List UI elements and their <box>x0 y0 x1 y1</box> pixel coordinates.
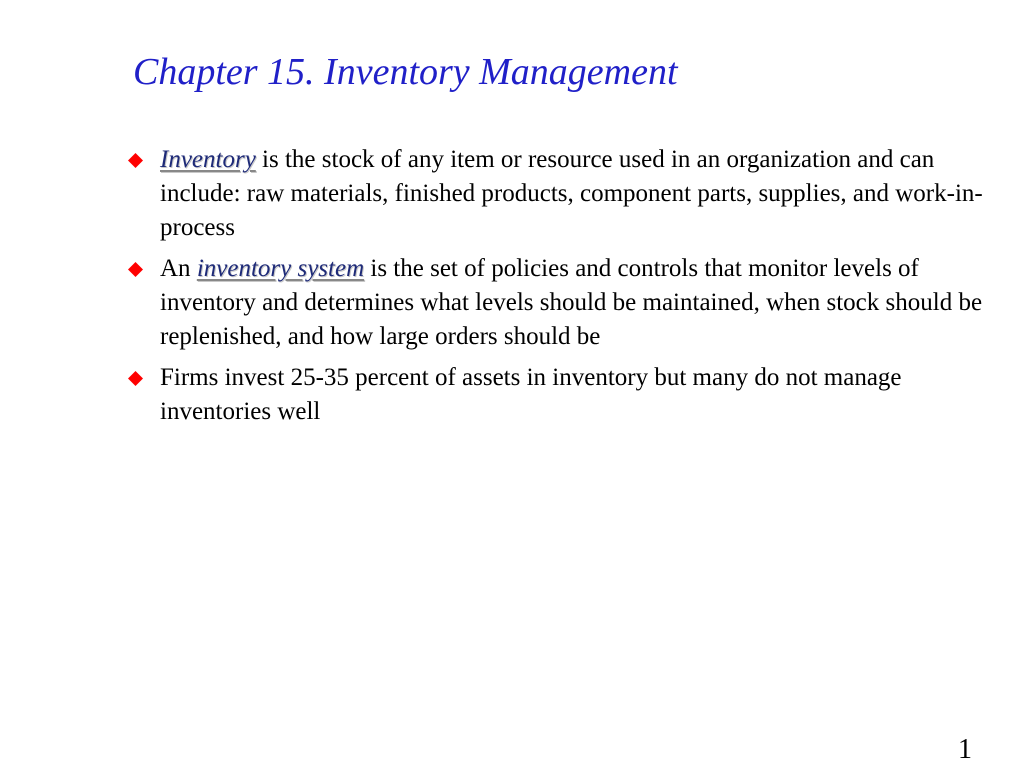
bullet-term: inventory system <box>196 255 365 282</box>
page-number: 1 <box>958 734 972 765</box>
bullet-text: is the set of policies and controls that monitor levels of inventory and determines what levels should be maintained, when stock should be replenished, and how large orders should be <box>160 255 983 350</box>
bullet-list <box>124 143 994 436</box>
red-diamond-icon <box>128 262 143 277</box>
slide-title: Chapter 15. Inventory Management <box>133 51 678 93</box>
bullet-item-inventory-system <box>124 252 994 354</box>
bullet-text: is the stock of any item or resource used in an organization and can include: raw materials, finished products, component parts, supplies, and work-in-process <box>160 146 983 241</box>
bullet-prefix: An <box>160 255 197 282</box>
red-diamond-icon <box>128 153 143 168</box>
red-diamond-icon <box>128 371 143 386</box>
bullet-item-inventory-definition <box>124 143 994 245</box>
bullet-term: Inventory <box>160 146 256 173</box>
bullet-item-investment <box>124 361 994 429</box>
bullet-text: Firms invest 25-35 percent of assets in inventory but many do not manage inventories well <box>160 364 902 425</box>
